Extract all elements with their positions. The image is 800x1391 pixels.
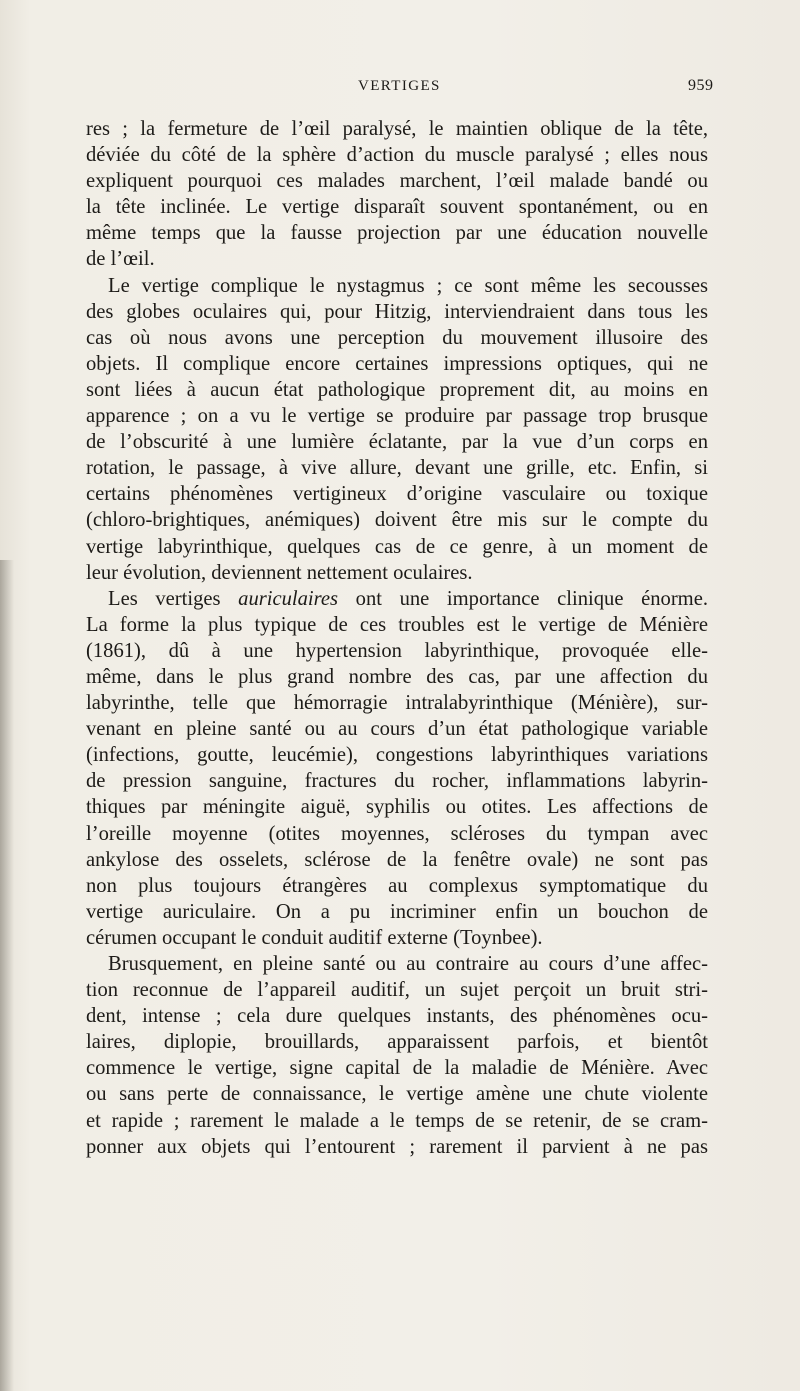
text-line: ponner aux objets qui l’entourent ; rarement il parvient à ne pas xyxy=(86,1135,708,1158)
text-line: des globes oculaires qui, pour Hitzig, interviendraient dans tous les xyxy=(86,300,708,323)
text-line: res ; la fermeture de l’œil paralysé, le maintien oblique de la tête, xyxy=(86,118,708,140)
text-line: commence le vertige, signe capital de la maladie de Ménière. Avec xyxy=(86,1057,708,1080)
lead-text: Les vertiges xyxy=(108,587,239,610)
text-line: ou sans perte de connaissance, le vertige amène une chute violente xyxy=(86,1083,708,1106)
text-line: La forme la plus typique de ces troubles est le vertige de Ménière xyxy=(86,613,708,636)
text-line: rotation, le passage, à vive allure, devant une grille, etc. Enfin, si xyxy=(86,457,708,480)
text-line: vertige auriculaire. On a pu incriminer enfin un bouchon de xyxy=(86,900,708,923)
text-line: l’oreille moyenne (otites moyennes, scléroses du tympan avec xyxy=(86,822,708,845)
text-line: tion reconnue de l’appareil auditif, un sujet perçoit un bruit stri- xyxy=(86,979,708,1002)
text-line: de l’obscurité à une lumière éclatante, par la vue d’un corps en xyxy=(86,431,708,454)
text-line: de pression sanguine, fractures du rocher, inflammations labyrin- xyxy=(86,770,708,793)
text-line: Brusquement, en pleine santé ou au contraire au cours d’une affec- xyxy=(108,953,708,975)
lead-text-rest: ont une importance clinique énorme. xyxy=(338,587,708,610)
body-text xyxy=(86,116,708,1160)
text-line: certains phénomènes vertigineux d’origine vasculaire ou toxique xyxy=(86,483,708,506)
text-line: sont liées à aucun état pathologique proprement dit, au moins en xyxy=(86,378,708,401)
text-line: de l’œil. xyxy=(86,248,155,271)
text-line: (1861), dû à une hypertension labyrinthique, provoquée elle- xyxy=(86,639,708,662)
text-line: leur évolution, deviennent nettement oculaires. xyxy=(86,561,473,584)
text-line: même temps que la fausse projection par une éducation nouvelle xyxy=(86,222,708,245)
text-line: (chloro-brightiques, anémiques) doivent être mis sur le compte du xyxy=(86,509,708,532)
text-line: cas où nous avons une perception du mouvement illusoire des xyxy=(86,326,708,349)
text-line: thiques par méningite aiguë, syphilis ou otites. Les affections de xyxy=(86,796,708,819)
text-line: dent, intense ; cela dure quelques instants, des phénomènes ocu- xyxy=(86,1005,708,1028)
text-line: laires, diplopie, brouillards, apparaissent parfois, et bientôt xyxy=(86,1031,708,1054)
text-line: la tête inclinée. Le vertige disparaît souvent spontanément, ou en xyxy=(86,196,708,219)
text-line: Le vertige complique le nystagmus ; ce sont même les secousses xyxy=(108,274,708,297)
page-number: 959 xyxy=(688,77,714,94)
text-line: venant en pleine santé ou au cours d’un état pathologique variable xyxy=(86,718,708,741)
text-line: expliquent pourquoi ces malades marchent, l’œil malade bandé ou xyxy=(86,170,708,193)
italic-term: auriculaires xyxy=(238,587,339,610)
text-line: objets. Il complique encore certaines impressions optiques, qui ne xyxy=(86,352,708,375)
text-line: même, dans le plus grand nombre des cas, par une affection du xyxy=(86,665,708,688)
running-title: VERTIGES xyxy=(358,78,441,94)
text-line: (infections, goutte, leucémie), congestions labyrinthiques variations xyxy=(86,744,708,767)
text-line: apparence ; on a vu le vertige se produire par passage trop brusque xyxy=(86,405,708,428)
page-header xyxy=(0,78,800,102)
text-line: et rapide ; rarement le malade a le temps de se retenir, de se cram- xyxy=(86,1109,708,1132)
text-line: déviée du côté de la sphère d’action du muscle paralysé ; elles nous xyxy=(86,144,708,167)
text-line: vertige labyrinthique, quelques cas de ce genre, à un moment de xyxy=(86,535,708,558)
text-line: cérumen occupant le conduit auditif externe (Toynbee). xyxy=(86,926,543,949)
text-line: non plus toujours étrangères au complexus symptomatique du xyxy=(86,874,708,897)
binding-shadow xyxy=(0,560,14,1391)
text-line: labyrinthe, telle que hémorragie intralabyrinthique (Ménière), sur- xyxy=(86,692,708,715)
text-line: ankylose des osselets, sclérose de la fenêtre ovale) ne sont pas xyxy=(86,848,708,871)
text-line-with-emphasis xyxy=(86,586,708,612)
